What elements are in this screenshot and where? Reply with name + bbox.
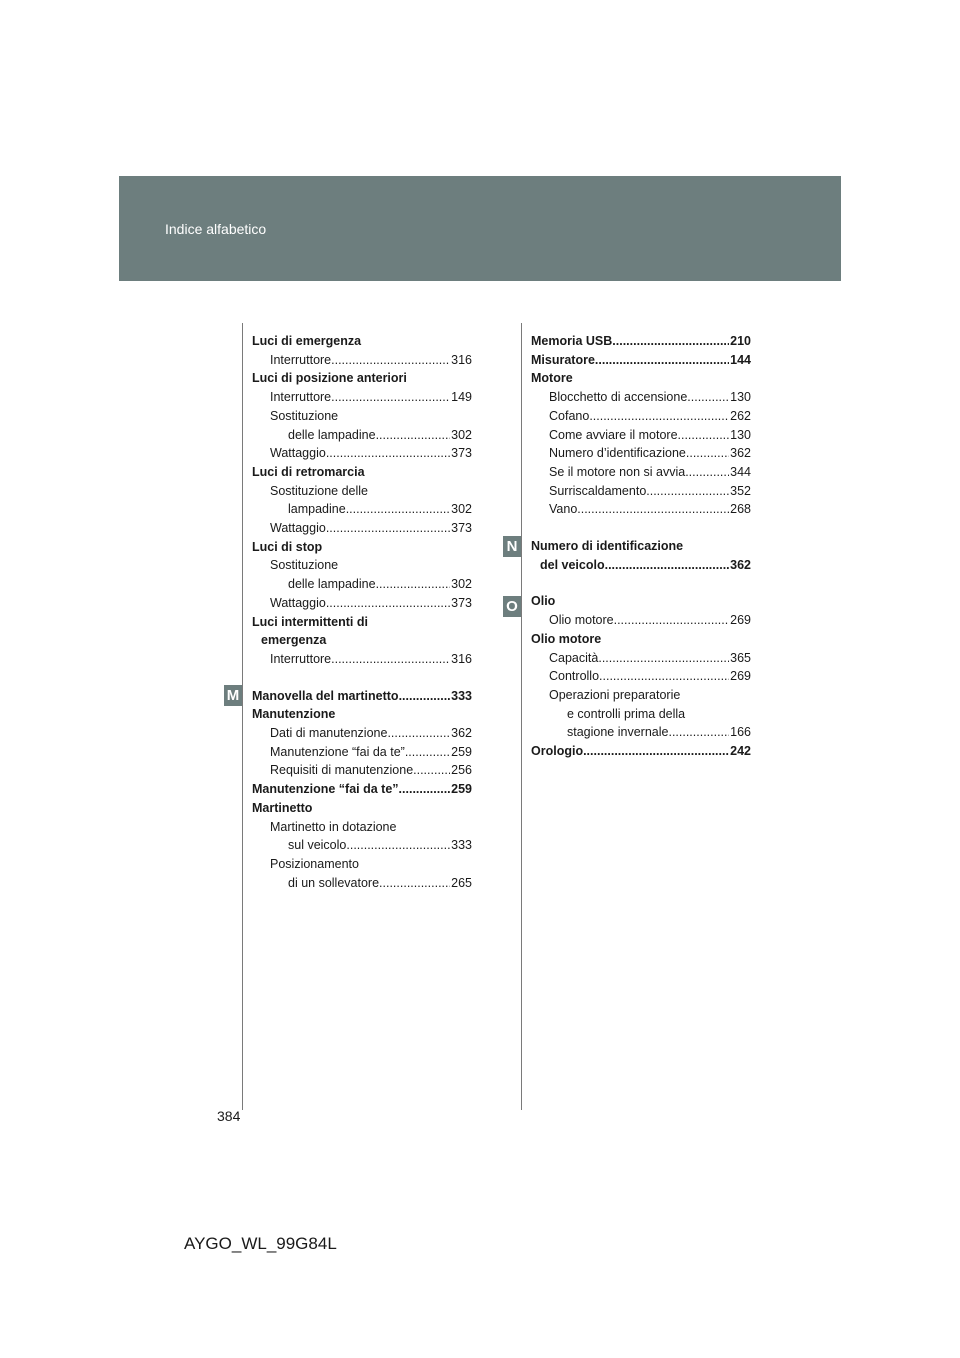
index-entry (531, 463, 751, 482)
index-entry-page: 352 (730, 483, 751, 498)
dot-leader (331, 388, 450, 407)
index-entry (252, 351, 472, 370)
page-number: 384 (217, 1108, 241, 1124)
dot-leader (331, 650, 450, 669)
index-entry (531, 705, 751, 724)
dot-leader (326, 444, 450, 463)
index-entry-text: Interruttore (270, 390, 332, 405)
dot-leader (583, 742, 729, 761)
index-entry-text: Controllo (549, 669, 600, 684)
index-entry-page: 365 (730, 650, 751, 665)
index-entry-text: Wattaggio (270, 521, 326, 536)
index-entry-text: Olio motore (549, 613, 614, 628)
index-entry-text: sul veicolo (288, 838, 347, 853)
index-entry-text: Dati di manutenzione (270, 726, 388, 741)
index-entry (252, 575, 472, 594)
index-entry-text: Se il motore non si avvia (549, 464, 686, 479)
dot-leader (413, 761, 450, 780)
index-entry (531, 332, 751, 351)
index-entry (531, 407, 751, 426)
index-entry-text: Manutenzione “fai da te” (252, 782, 399, 797)
index-entry-text: Wattaggio (270, 446, 326, 461)
index-entry-page: 268 (730, 502, 751, 517)
index-entry-text: Cofano (549, 408, 590, 423)
dot-leader (687, 388, 729, 407)
index-entry-page: 210 (730, 334, 751, 348)
index-entry-page: 149 (451, 390, 472, 405)
index-column-left (252, 332, 472, 892)
index-entry (531, 686, 751, 705)
index-entry-page: 269 (730, 613, 751, 628)
index-entry (252, 818, 472, 837)
index-entry-text: delle lampadine (288, 577, 376, 592)
index-entry (531, 369, 751, 388)
index-entry (252, 631, 472, 650)
index-entry-page: 130 (730, 427, 751, 442)
index-entry (531, 444, 751, 463)
index-entry-text: Surriscaldamento (549, 483, 647, 498)
index-entry (531, 649, 751, 668)
index-entry (252, 613, 472, 632)
index-entry-page: 333 (451, 838, 472, 853)
index-entry (252, 407, 472, 426)
index-entry (531, 482, 751, 501)
index-entry-text: Operazioni preparatorie (549, 687, 681, 702)
index-entry-text: Motore (531, 371, 573, 386)
index-entry (252, 388, 472, 407)
dot-leader (685, 463, 729, 482)
index-entry-text: Olio motore (531, 631, 602, 646)
index-entry (531, 723, 751, 742)
index-entry-page: 316 (451, 651, 472, 666)
dot-leader (646, 482, 729, 501)
index-entry-text: Manutenzione (252, 707, 336, 722)
dot-leader (405, 743, 450, 762)
index-entry-text: Luci di retromarcia (252, 464, 365, 479)
index-entry (252, 519, 472, 538)
section-tab-n: N (503, 536, 521, 557)
index-entry (252, 482, 472, 501)
index-entry (252, 761, 472, 780)
index-entry-page: 256 (451, 763, 472, 778)
index-entry-page: 242 (730, 744, 751, 759)
column-divider-right (521, 323, 522, 1110)
index-entry-page: 302 (451, 427, 472, 442)
dot-leader (376, 575, 451, 594)
index-entry-text: Luci intermittenti di (252, 614, 368, 629)
index-entry-text: del veicolo (540, 557, 605, 572)
page-title: Indice alfabetico (165, 221, 267, 237)
dot-leader (577, 500, 729, 519)
dot-leader (605, 556, 730, 575)
index-entry (252, 724, 472, 743)
index-entry-text: di un sollevatore (288, 875, 380, 890)
index-entry (252, 444, 472, 463)
dot-leader (326, 594, 450, 613)
index-entry-page: 362 (730, 446, 751, 461)
index-column-right (531, 332, 751, 761)
index-entry (252, 369, 472, 388)
index-entry-text: Wattaggio (270, 595, 326, 610)
index-entry-text: Blocchetto di accensione (549, 390, 688, 405)
dot-leader (399, 780, 451, 799)
index-entry (252, 650, 472, 669)
index-entry-text: Requisiti di manutenzione (270, 763, 414, 778)
index-entry (531, 556, 751, 575)
index-entry-text: Luci di emergenza (252, 334, 362, 348)
index-entry (252, 500, 472, 519)
index-entry (531, 351, 751, 370)
index-entry-text: Numero di identificazione (531, 539, 684, 554)
page-header (119, 176, 841, 281)
dot-leader (387, 724, 450, 743)
section-tab-m: M (224, 685, 242, 706)
index-entry-page: 373 (451, 521, 472, 536)
index-entry (252, 556, 472, 575)
index-entry-text: Misuratore (531, 352, 595, 367)
index-entry-page: 373 (451, 446, 472, 461)
column-divider-left (242, 323, 243, 1110)
index-entry (252, 705, 472, 724)
dot-leader (668, 723, 729, 742)
index-entry-page: 269 (730, 669, 751, 684)
index-entry-text: Olio (531, 594, 556, 609)
index-entry-page: 373 (451, 595, 472, 610)
index-entry (252, 799, 472, 818)
index-entry-text: Come avviare il motore (549, 427, 678, 442)
index-entry (531, 667, 751, 686)
index-entry-text: Memoria USB (531, 334, 613, 348)
index-entry-page: 362 (451, 726, 472, 741)
dot-leader (599, 667, 729, 686)
index-entry-text: Capacità (549, 650, 599, 665)
section-tab-o: O (503, 596, 521, 617)
dot-leader (331, 351, 450, 370)
index-entry (531, 742, 751, 761)
index-entry-text: emergenza (261, 633, 327, 648)
index-entry-text: Manovella del martinetto (252, 688, 399, 703)
index-entry-page: 302 (451, 577, 472, 592)
index-entry-text: Martinetto (252, 800, 313, 815)
index-entry (252, 743, 472, 762)
index-entry (252, 538, 472, 557)
index-entry (531, 611, 751, 630)
index-entry-text: lampadine (288, 502, 346, 517)
index-entry (531, 592, 751, 611)
index-entry-text: Manutenzione “fai da te” (270, 744, 405, 759)
index-entry (252, 463, 472, 482)
index-entry-page: 144 (730, 352, 751, 367)
index-entry (252, 780, 472, 799)
index-entry-text: Martinetto in dotazione (270, 819, 397, 834)
index-entry-page: 333 (451, 688, 472, 703)
index-entry-page: 316 (451, 352, 472, 367)
index-entry-page: 302 (451, 502, 472, 517)
document-code: AYGO_WL_99G84L (184, 1234, 337, 1253)
dot-leader (589, 407, 729, 426)
index-entry (252, 426, 472, 445)
dot-leader (614, 611, 730, 630)
dot-leader (399, 687, 451, 706)
index-entry-text: Vano (549, 502, 578, 517)
index-entry-page: 362 (730, 557, 751, 572)
dot-leader (612, 332, 729, 351)
dot-leader (595, 351, 729, 370)
index-entry-text: e controlli prima della (567, 706, 686, 721)
index-entry (531, 426, 751, 445)
index-entry-text: Luci di posizione anteriori (252, 371, 407, 386)
dot-leader (326, 519, 450, 538)
index-entry (531, 537, 751, 556)
index-entry-text: Luci di stop (252, 539, 323, 554)
index-entry-text: Numero d’identificazione (549, 446, 686, 461)
index-entry-page: 265 (451, 875, 472, 890)
index-entry-page: 166 (730, 725, 751, 740)
dot-leader (598, 649, 729, 668)
index-entry-text: stagione invernale (567, 725, 669, 740)
dot-leader (346, 500, 450, 519)
dot-leader (678, 426, 730, 445)
index-entry (252, 687, 472, 706)
index-entry (252, 332, 472, 351)
dot-leader (686, 444, 729, 463)
index-entry-page: 259 (451, 744, 472, 759)
index-entry-page: 344 (730, 464, 751, 479)
index-entry-page: 259 (451, 782, 472, 797)
index-entry (252, 594, 472, 613)
index-entry-text: Posizionamento (270, 856, 359, 871)
index-entry (252, 855, 472, 874)
index-entry (252, 836, 472, 855)
index-entry-text: Interruttore (270, 651, 332, 666)
index-entry (252, 874, 472, 893)
index-entry (531, 630, 751, 649)
dot-leader (379, 874, 450, 893)
index-entry-page: 262 (730, 408, 751, 423)
index-entry-text: delle lampadine (288, 427, 376, 442)
index-entry-text: Sostituzione (270, 558, 339, 573)
index-entry (531, 388, 751, 407)
index-entry-text: Sostituzione delle (270, 483, 368, 498)
index-entry-page: 130 (730, 390, 751, 405)
index-entry-text: Sostituzione (270, 408, 339, 423)
dot-leader (376, 426, 451, 445)
index-entry-text: Interruttore (270, 352, 332, 367)
dot-leader (346, 836, 450, 855)
index-entry (531, 500, 751, 519)
index-entry-text: Orologio (531, 744, 584, 759)
